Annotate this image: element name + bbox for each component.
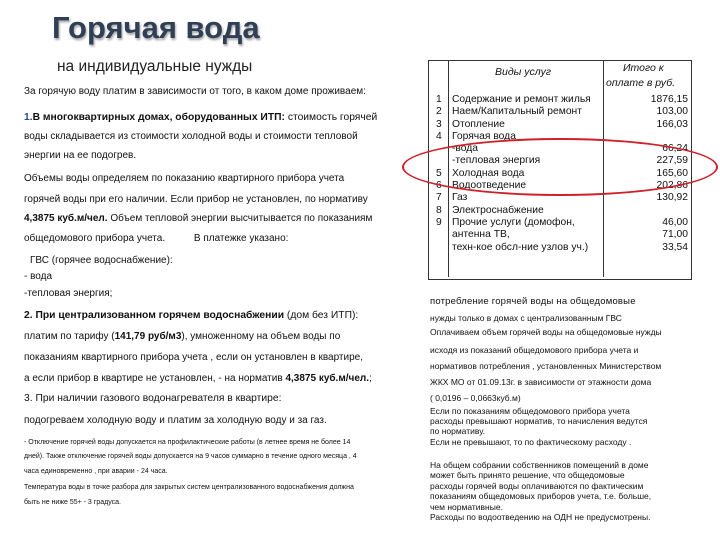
column-header-services: Виды услуг <box>495 66 552 78</box>
tariff-text-b: ), умноженному на объем воды по <box>181 331 341 342</box>
section-1-line <box>24 112 419 124</box>
odn-text-13: расходы горячей воды оплачиваются по фактическим <box>430 481 644 491</box>
note-line-4: Температура воды в точке разбора для закрытых систем централизованного водоснабжения должна <box>24 484 354 491</box>
table-row <box>436 94 688 106</box>
section-2-text-2: показаниям квартирного прибора учета , если он установлен в квартире, <box>24 352 363 363</box>
row-service-name: Отопление <box>452 118 505 130</box>
row-service-name: техн-кое обсл-ние узлов уч.) <box>452 241 589 253</box>
table-row <box>436 205 688 217</box>
page-title: Горячая вода <box>52 10 260 45</box>
note-line-2: дней). Также отключение горячей воды допускается на 9 часов суммарно в течение одного месяца , 4 <box>24 453 357 460</box>
row-amount: 66,24 <box>662 143 688 155</box>
row-service-name: -тепловая энергия <box>452 155 541 167</box>
section-2-bold: 2. При централизованном горячем водоснабжении <box>24 310 285 321</box>
page-subtitle: на индивидуальные нужды <box>57 58 253 75</box>
row-amount: 71,00 <box>662 229 688 241</box>
odn-text-11: На общем собрании собственников помещений в доме <box>430 460 649 470</box>
note-line-3: часа единовременно , при аварии - 24 часа. <box>24 468 168 475</box>
row-amount: 1876,15 <box>650 94 688 105</box>
odn-heading: потребление горячей воды на общедомовые <box>430 296 636 307</box>
note-line-1: - Отключение горячей воды допускается на профилактические работы (в летнее время не более 14 <box>24 439 351 446</box>
odpu-text: общедомового прибора учета. <box>24 233 166 244</box>
column-header-total-1: Итого к <box>623 62 664 74</box>
odn-text-4: нормативов потребления , установленных Министерством <box>430 361 662 371</box>
norm-value-2: 4,3875 куб.м/чел. <box>285 373 370 384</box>
row-number: 1 <box>436 94 442 105</box>
odn-text-1: нужды только в домах с централизованным ГВС <box>430 313 622 323</box>
norm-value: 4,3875 куб.м/чел. <box>24 213 108 224</box>
row-service-name: Водоотведение <box>452 180 527 192</box>
row-number: 2 <box>436 106 442 118</box>
intro-text: За горячую воду платим в зависимости от того, в каком доме проживаем: <box>24 86 366 97</box>
section-3-heading: 3. При наличии газового водонагревателя в квартире: <box>24 393 282 404</box>
section-2-text-3 <box>24 373 419 385</box>
section-1-text-7 <box>24 233 419 245</box>
gvs-heat: -тепловая энергия; <box>24 288 113 299</box>
odn-text-7: Если по показаниям общедомового прибора учета <box>430 406 630 416</box>
row-amount: 33,54 <box>662 241 688 253</box>
note-line-5: быть не ниже 55+ - 3 градуса. <box>24 499 121 506</box>
table-row <box>436 217 688 229</box>
row-amount: 202,86 <box>656 180 688 192</box>
row-amount: 165,60 <box>656 167 688 179</box>
odn-text-9: по нормативу. <box>430 426 485 436</box>
row-number: 3 <box>436 118 442 130</box>
section-1-text-5: горячей воды при его наличии. Если прибор не установлен, по нормативу <box>24 194 368 205</box>
odn-text-16: Расходы по водоотведению на ОДН не предусмотрены. <box>430 512 651 522</box>
row-service-name: Наем/Капитальный ремонт <box>452 106 582 118</box>
section-1-text-2: воды складывается из стоимости холодной воды и стоимости тепловой <box>24 131 358 142</box>
column-header-total-2: оплате в руб. <box>606 77 676 89</box>
odn-text-10: Если не превышают, то по фактическому расходу . <box>430 437 632 447</box>
row-amount: 227,59 <box>656 155 688 167</box>
odn-text-14: показаниям общедомовых приборов учета, т.е. больше, <box>430 491 652 501</box>
row-amount: 46,00 <box>662 216 688 228</box>
table-row <box>436 242 688 254</box>
section-1-text-4: Объемы воды определяем по показанию квартирного прибора учета <box>24 173 345 184</box>
table-row <box>436 229 688 241</box>
row-number: 4 <box>436 130 442 142</box>
payment-label: В платежке указано: <box>193 233 289 244</box>
table-row <box>436 106 688 118</box>
row-number: 5 <box>436 167 442 179</box>
odn-text-15: чем нормативные. <box>430 502 503 512</box>
section-1-number: 1. <box>24 112 33 123</box>
section-3-text: подогреваем холодную воду и платим за холодную воду и за газ. <box>24 415 327 426</box>
row-amount: 130,92 <box>656 192 688 204</box>
odn-text-12: может быть принято решение, что общедомовые <box>430 470 625 480</box>
row-number: 7 <box>436 192 442 204</box>
row-number: 6 <box>436 180 442 192</box>
section-2-text-1 <box>24 331 419 343</box>
row-service-name: Прочие услуги (домофон, <box>452 216 575 228</box>
table-row <box>436 119 688 131</box>
odn-text-3: исходя из показаний общедомового прибора учета и <box>430 345 639 355</box>
norm-rest: Объем тепловой энергии высчитывается по показаниям <box>107 213 373 224</box>
gvs-label: ГВС (горячее водоснабжение): <box>30 255 173 266</box>
row-service-name: Холодная вода <box>452 167 525 179</box>
row-service-name: Электроснабжение <box>452 204 544 216</box>
gvs-water: - вода <box>24 271 53 282</box>
odn-text-2: Оплачиваем объем горячей воды на общедомовые нужды <box>430 327 662 337</box>
norm-text-a: а если прибор в квартире не установлен, - на норматив <box>24 373 286 384</box>
tariff-text-a: платим по тарифу ( <box>24 331 115 342</box>
section-1-heading: В многоквартирных домах, оборудованных ИТП: <box>32 112 285 123</box>
section-1-text-3: энергии на ее подогрев. <box>24 150 137 161</box>
section-2-rest: (дом без ИТП): <box>284 310 359 321</box>
odn-text-5: ЖКХ МО от 01.09.13г. в зависимости от этажности дома <box>430 377 652 387</box>
row-amount: 166,03 <box>656 118 688 130</box>
tariff-value: 141,79 руб/м3 <box>114 331 182 342</box>
odn-text-6: ( 0,0196 – 0,0663куб.м) <box>430 393 521 403</box>
section-1-rest: стоимость горячей <box>284 112 378 123</box>
highlight-oval <box>402 138 718 196</box>
row-service-name: антенна ТВ, <box>452 229 510 241</box>
row-service-name: Содержание и ремонт жилья <box>452 94 591 105</box>
row-amount: 103,00 <box>656 106 688 118</box>
row-service-name: Горячая вода <box>452 130 516 142</box>
row-number: 8 <box>436 204 442 216</box>
section-2-heading <box>24 310 419 322</box>
row-number: 9 <box>436 216 442 228</box>
norm-text-b: ; <box>369 373 372 384</box>
row-service-name: Газ <box>452 192 468 204</box>
odn-text-8: расходы превышают норматив, то начисления ведутся <box>430 416 648 426</box>
section-1-text-6 <box>24 213 419 225</box>
row-service-name: -вода <box>452 143 479 155</box>
